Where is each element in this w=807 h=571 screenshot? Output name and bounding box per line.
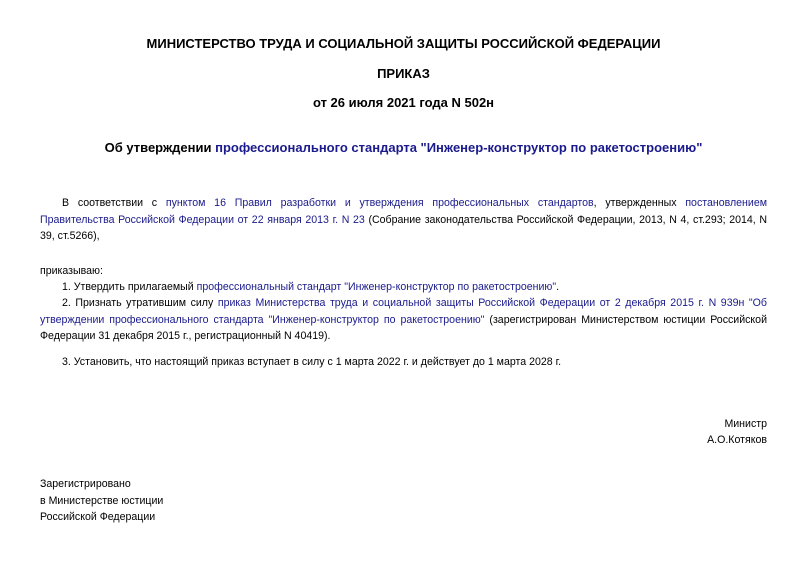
registration-line-1: Зарегистрировано xyxy=(40,478,131,490)
ministry-heading: МИНИСТЕРСТВО ТРУДА И СОЦИАЛЬНОЙ ЗАЩИТЫ РОССИЙСКОЙ ФЕДЕРАЦИИ xyxy=(146,36,661,51)
title-prefix: Об утверждении xyxy=(104,140,216,155)
order-item-3: 3. Установить, что настоящий приказ вступает в силу с 1 марта 2022 г. и действует до 1 марта 2028 г. xyxy=(62,356,562,368)
preamble-text-2: , утвержденных xyxy=(593,197,686,209)
standard-link[interactable]: профессиональный стандарт "Инженер-конструктор по ракетостроению" xyxy=(196,281,557,293)
document-title xyxy=(0,140,807,155)
previous-order-link[interactable]: приказ Министерства труда и социальной защиты Российской Федерации от 2 декабря 2015 г. N 939н "Об утверждении профессионального стандарта "Инженер-конструктор по ракетостроению" xyxy=(40,297,767,326)
item1-text-1: 1. Утвердить прилагаемый xyxy=(62,281,197,293)
registration-line-2: в Министерстве юстиции xyxy=(40,495,164,507)
signatory-name: А.О.Котяков xyxy=(707,434,767,446)
title-standard-link[interactable]: профессионального стандарта "Инженер-конструктор по ракетостроению" xyxy=(215,140,703,155)
preamble-text-1: В соответствии с xyxy=(62,197,166,209)
document-type: ПРИКАЗ xyxy=(377,66,430,81)
registration-line-3: Российской Федерации xyxy=(40,511,156,523)
item2-text-2: (зарегистрирован Министерством юстиции Российской Федерации 31 декабря 2015 г., регистрационный N 40419). xyxy=(40,313,767,342)
order-item-2 xyxy=(40,295,767,345)
order-item-1 xyxy=(40,279,767,296)
document-date-number: от 26 июля 2021 года N 502н xyxy=(312,95,495,110)
rules-point-16-link[interactable]: пунктом 16 Правил разработки и утверждения профессиональных стандартов xyxy=(165,197,594,209)
government-decree-link[interactable]: постановлением Правительства Российской Федерации от 22 января 2013 г. N 23 xyxy=(40,197,768,226)
decree-word: приказываю: xyxy=(40,265,103,277)
item1-text-2: . xyxy=(556,281,560,293)
preamble-paragraph xyxy=(40,195,767,245)
preamble-text-3: (Собрание законодательства Российской Федерации, 2013, N 4, ст.293; 2014, N 39, ст.5266), xyxy=(40,213,768,242)
signatory-title: Министр xyxy=(724,418,767,430)
item2-text-1: 2. Признать утратившим силу xyxy=(62,297,218,309)
